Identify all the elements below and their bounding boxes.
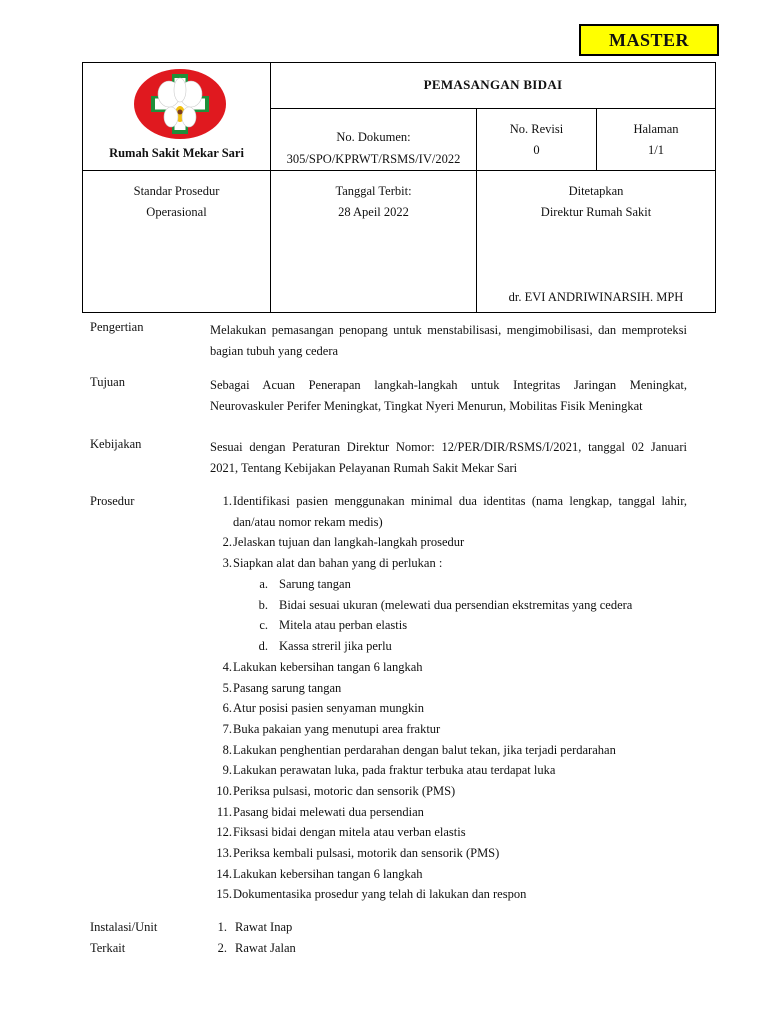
pengertian-label: Pengertian bbox=[90, 320, 144, 334]
logo-cell bbox=[83, 63, 271, 171]
hospital-name: Rumah Sakit Mekar Sari bbox=[109, 146, 244, 160]
revision-cell bbox=[477, 109, 597, 171]
kebijakan-text: Sesuai dengan Peraturan Direktur Nomor: 12/PER/DIR/RSMS/I/2021, tanggal 02 Januari 2021, Tentang Kebijakan Pelayanan Rumah Sakit Mekar Sari bbox=[210, 440, 687, 475]
signer-name: dr. EVI ANDRIWINARSIH. MPH bbox=[508, 290, 684, 304]
approval-role: Direktur Rumah Sakit bbox=[540, 205, 652, 219]
issue-date-label: Tanggal Terbit: bbox=[335, 184, 412, 198]
master-stamp: MASTER bbox=[579, 24, 719, 56]
page-cell bbox=[597, 109, 716, 171]
revision-label: No. Revisi bbox=[509, 122, 564, 136]
spo-line-1: Standar Prosedur bbox=[133, 184, 220, 198]
page-label: Halaman bbox=[633, 122, 679, 136]
approval-label: Ditetapkan bbox=[568, 184, 624, 198]
spo-cell bbox=[83, 171, 271, 313]
approval-cell bbox=[477, 171, 716, 313]
tujuan-label: Tujuan bbox=[90, 375, 125, 389]
revision-value: 0 bbox=[533, 143, 540, 157]
instalasi-label-2: Terkait bbox=[90, 941, 126, 955]
hospital-logo-icon bbox=[133, 68, 227, 140]
issue-date-value: 28 Apeil 2022 bbox=[338, 205, 409, 219]
spo-line-2: Operasional bbox=[146, 205, 207, 219]
instalasi-label-1: Instalasi/Unit bbox=[90, 920, 158, 934]
doc-number-value: 305/SPO/KPRWT/RSMS/IV/2022 bbox=[286, 152, 461, 166]
page-value: 1/1 bbox=[648, 143, 664, 157]
prosedur-label: Prosedur bbox=[90, 494, 135, 508]
doc-number-cell bbox=[271, 109, 477, 171]
document-title: PEMASANGAN BIDAI bbox=[271, 63, 716, 109]
document-header-table bbox=[82, 62, 716, 313]
kebijakan-label: Kebijakan bbox=[90, 437, 142, 451]
pengertian-text: Melakukan pemasangan penopang untuk menstabilisasi, mengimobilisasi, dan memproteksi bagian tubuh yang cedera bbox=[210, 323, 687, 358]
doc-number-label: No. Dokumen: bbox=[336, 130, 411, 144]
tujuan-text: Sebagai Acuan Penerapan langkah-langkah untuk Integritas Jaringan Meningkat, Neurovaskuler Perifer Meningkat, Tingkat Nyeri Menurun, Mobilitas Fisik Meningkat bbox=[210, 378, 687, 413]
issue-date-cell bbox=[271, 171, 477, 313]
